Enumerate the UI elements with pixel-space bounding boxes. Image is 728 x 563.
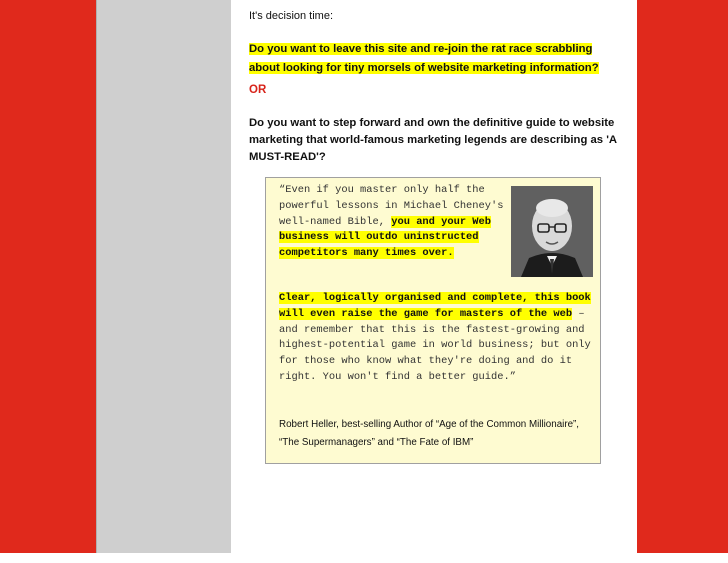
- or-divider: OR: [249, 84, 267, 96]
- testimonial-highlight-2: Clear, logically organised and complete, this book will even raise the game for masters of the web: [279, 292, 591, 320]
- left-sidebar: [96, 0, 232, 553]
- testimonial-paragraph-1: [279, 183, 519, 262]
- buy-question: Do you want to step forward and own the definitive guide to website marketing that world-famous marketing legends are describing as 'A MUST-READ'?: [249, 117, 617, 163]
- highlighted-question: [249, 40, 639, 78]
- highlight-line-1: Do you want to leave this site and re-join the rat race scrabbling: [249, 43, 593, 55]
- testimonial-text: “Even if you master only half the powerful lessons in Michael Cheney's well-named Bible,: [279, 184, 504, 228]
- testimonial-text-2: – and remember that this is the fastest-growing and highest-potential game in world business; but only for those who know what they're doing and do it right. You won't find a better guide.”: [279, 307, 591, 383]
- testimonial-attribution: Robert Heller, best-selling Author of “Age of the Common Millionaire”, “The Supermanagers” and “The Fate of IBM”: [279, 419, 580, 448]
- intro-text: It's decision time:: [249, 10, 334, 22]
- author-photo: [511, 186, 593, 277]
- testimonial-box: [265, 177, 601, 464]
- testimonial-paragraph-2: [279, 291, 595, 386]
- portrait-photo-icon: [511, 186, 593, 277]
- highlight-line-2: about looking for tiny morsels of website marketing information?: [249, 62, 599, 74]
- testimonial-highlight: you and your Web business will outdo uninstructed competitors many times over.: [279, 215, 492, 260]
